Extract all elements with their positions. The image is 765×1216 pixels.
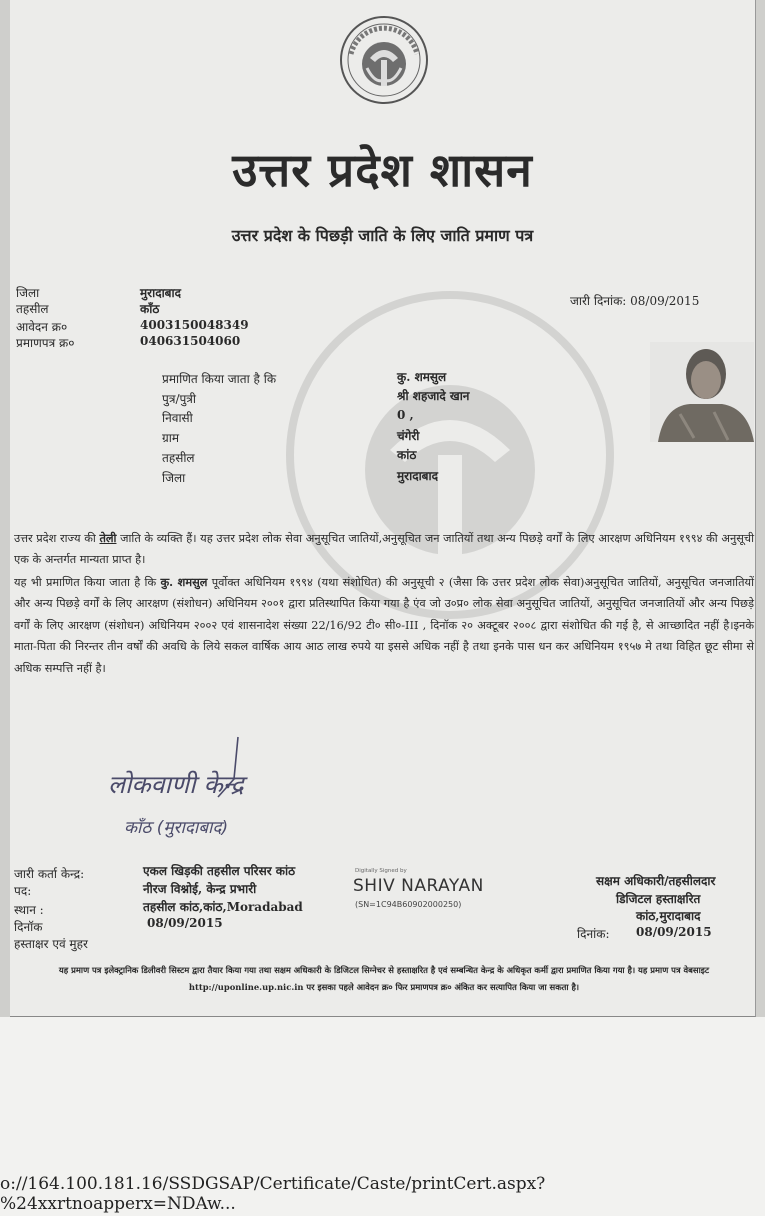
certify-label-tehsil: तहसील	[162, 451, 195, 465]
body-paragraph-1	[14, 528, 754, 571]
issuer-center-value: एकल खिड़की तहसील परिसर कांठ	[143, 864, 296, 878]
state-emblem-icon	[337, 14, 431, 106]
authority-date-value: 08/09/2015	[636, 925, 712, 939]
certify-label-resident: निवासी	[162, 411, 193, 425]
authority-date-label: दिनांक:	[577, 927, 610, 941]
issuer-place-label: स्थान :	[14, 903, 44, 917]
certify-value-village: चंगेरी	[397, 429, 420, 443]
tehsil-label: तहसील	[16, 302, 49, 316]
certify-value-parent: श्री शहजादे खान	[397, 389, 470, 403]
certify-label-name: प्रमाणित किया जाता है कि	[162, 372, 277, 386]
issuer-date-value: 08/09/2015	[147, 916, 223, 930]
page-title: उत्तर प्रदेश शासन	[232, 143, 533, 197]
issuer-post-value: नीरज विश्नोई, केन्द्र प्रभारी	[143, 882, 257, 896]
certificate-label: प्रमाणपत्र क्र०	[16, 336, 75, 350]
certify-label-district: जिला	[162, 471, 186, 485]
page-subtitle: उत्तर प्रदेश के पिछड़ी जाति के लिए जाति प्रमाण पत्र	[231, 226, 534, 245]
issuer-post-label: पद:	[14, 884, 32, 898]
issuer-place-value: तहसील कांठ,कांठ,Moradabad	[143, 900, 303, 914]
issuer-center-label: जारी कर्ता केन्द्र:	[14, 867, 85, 881]
p2-text-b: पूर्वोक्त अधिनियम १९९४ (यथा संशोधित) की अनुसूची २ (जैसा कि उत्तर प्रदेश लोक सेवा)अनुसूचित जातियों, अनुसूचित जनजातियों और अन्य पिछड़े वर्गों के लिए आरक्षण (संशोधन) अधिनियम २००१ द्वारा प्रतिस्थापित किया गया है एंव जो उ०प्र० लोक सेवा अनुसूचित जातियों, अनुसूचित जनजातियों और अन्य पिछड़े वर्गों के लिए आरक्षण (संशोधन) अधिनियम २००२ एवं शासनादेश संख्या 22/16/92 टी० सी०-III , दिनॉक २० अक्टूबर २००८ द्वारा संशोधित की गई है, से आच्छादित नहीं है।इनके माता-पिता की निरन्तर तीन वर्षों की अवधि के लिये सकल वार्षिक आय आठ लाख रुपये या इससे अधिक नहीं है तथा इनके पास धन कर अधिनियम १९५७ मे तथा विहित छूट सीमा से अधिक सम्पत्ति नहीं है।	[14, 576, 755, 675]
digital-signature-caption: Digitally Signed by	[355, 868, 407, 874]
authority-signed: डिजिटल हस्ताक्षरित	[616, 892, 701, 906]
application-number: 4003150048349	[140, 318, 249, 332]
body-paragraph-2	[14, 572, 754, 679]
certify-label-village: ग्राम	[162, 431, 180, 445]
digital-signature-serial: (SN=1C94B60902000250)	[355, 900, 462, 909]
p1-text-b: जाति के व्यक्ति हैं। यह उत्तर प्रदेश लोक सेवा अनुसूचित जातियों,अनुसूचित जन जातियों तथा अन्य पिछड़े वर्गों के लिए आरक्षण अधिनियम १९९४ की अनुसूची एक के अन्तर्गत मान्यता प्राप्त है।	[14, 532, 754, 567]
footer-note: यह प्रमाण पत्र इलेक्ट्रानिक डिलीवरी सिस्टम द्वारा तैयार किया गया तथा सक्षम अधिकारी के डिजिटल सिग्नेचर से हस्ताक्षरित है एवं सम्बन्धित केन्द्र के अधिकृत कर्मी द्वारा प्रमाणित किया गया है। यह प्रमाण पत्र वेबसाइट http://uponline.up.nic.in पर इसका पहले आवेदन क्र० फिर प्रमाणपत्र क्र० अंकित कर सत्यापित किया जा सकता है।	[58, 965, 710, 992]
issuer-date-label: दिनॉक	[14, 920, 43, 934]
digital-signer-name: SHIV NARAYAN	[353, 876, 484, 896]
p2-text-a: यह भी प्रमाणित किया जाता है कि	[14, 576, 157, 589]
p1-text-a: उत्तर प्रदेश राज्य की	[14, 532, 96, 545]
certificate-page	[10, 0, 756, 1017]
certify-value-tehsil: कांठ	[397, 448, 417, 462]
district-value: मुरादाबाद	[140, 286, 182, 300]
district-label: जिला	[16, 286, 40, 300]
certificate-number: 040631504060	[140, 334, 241, 348]
applicant-name-inline: कु. शमसुल	[160, 575, 208, 589]
authority-place: कांठ,मुरादाबाद	[636, 909, 701, 923]
svg-text:काँठ (मुरादाबाद): काँठ (मुरादाबाद)	[124, 818, 229, 838]
certify-value-district: मुरादाबाद	[397, 469, 439, 483]
authority-title: सक्षम अधिकारी/तहसीलदार	[596, 874, 716, 888]
certify-value-resident: 0 ,	[397, 408, 414, 422]
lokvani-stamp	[106, 735, 316, 847]
certify-value-name: कु. शमसुल	[397, 370, 447, 384]
tehsil-value: काँठ	[140, 302, 160, 316]
caste-name: तेली	[99, 531, 117, 545]
print-url-footer: o://164.100.181.16/SSDGSAP/Certificate/Caste/printCert.aspx?%24xxrtnoapperx=NDAw...	[0, 1174, 546, 1214]
application-label: आवेदन क्र०	[16, 320, 68, 334]
applicant-photo	[650, 342, 754, 442]
issuer-seal-label: हस्ताक्षर एवं मुहर	[14, 937, 88, 951]
certify-label-parent: पुत्र/पुत्री	[162, 392, 197, 406]
issue-date: जारी दिनांक: 08/09/2015	[570, 294, 700, 308]
svg-text:लोकवाणी केन्द्र: लोकवाणी केन्द्र	[108, 770, 244, 799]
